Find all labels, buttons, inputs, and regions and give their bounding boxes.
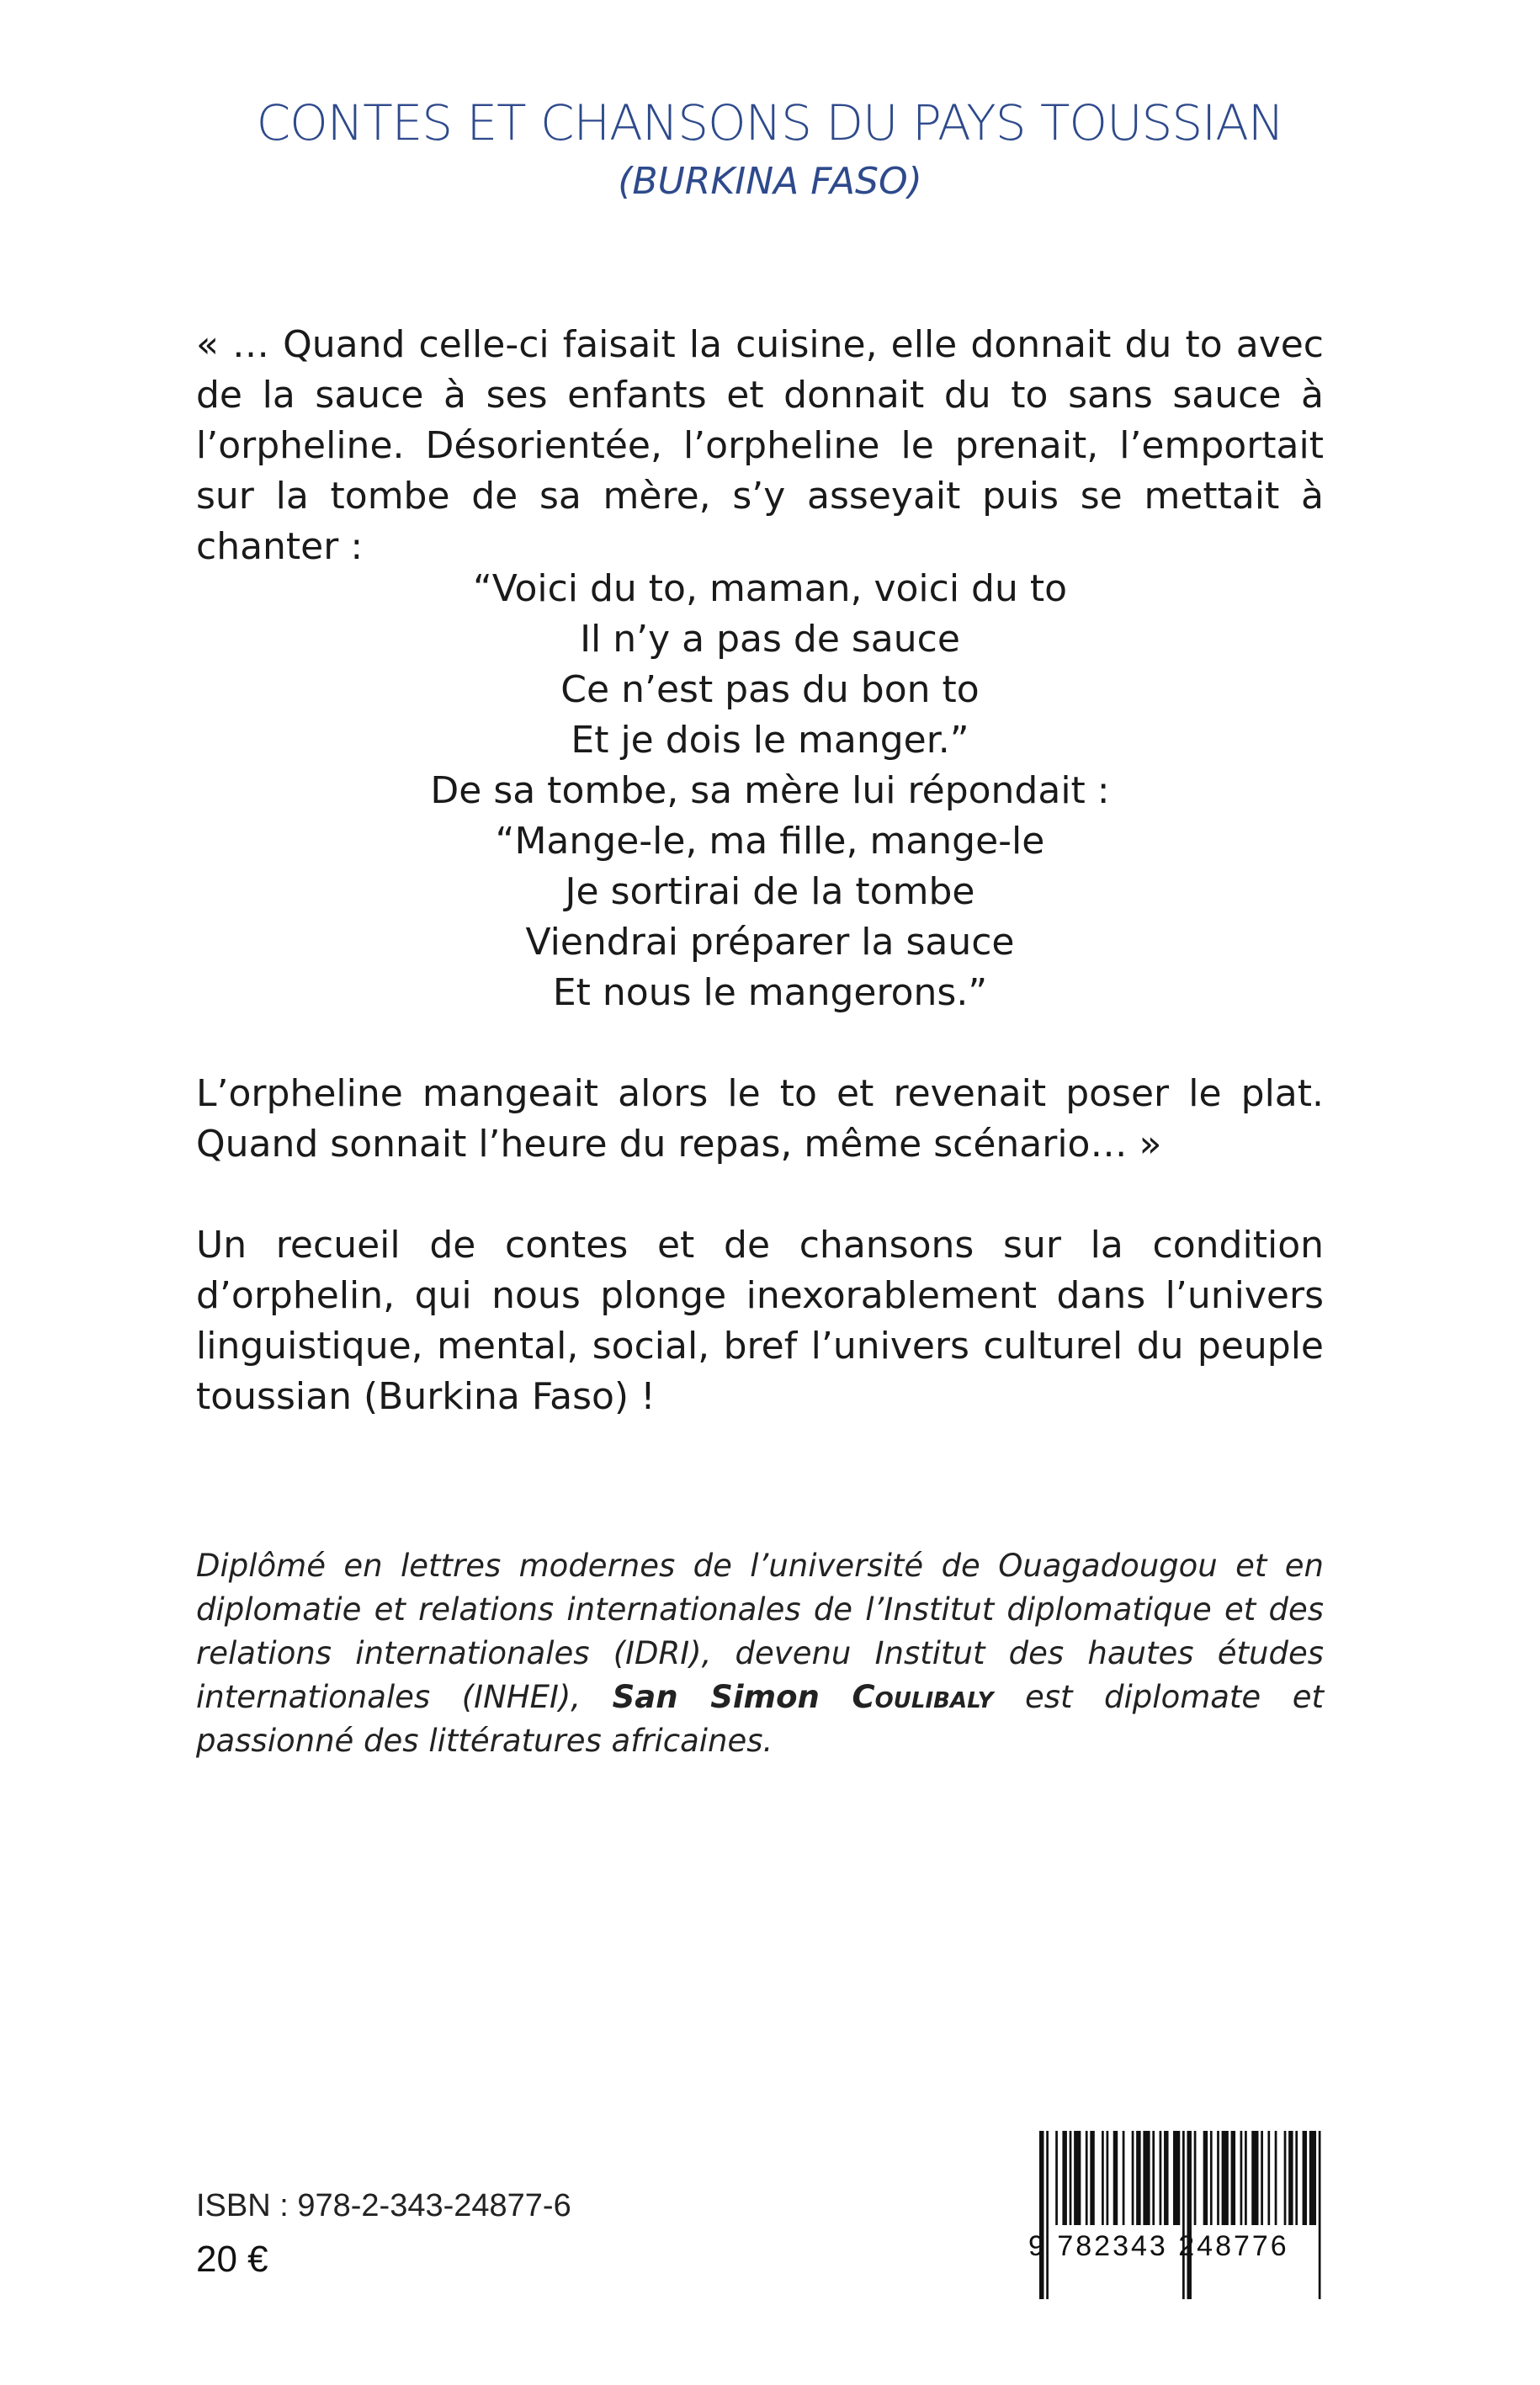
excerpt-intro-line: « … Quand celle-ci faisait la cuisine, elle donnait du to — [196, 323, 1223, 366]
isbn-label: ISBN : 978-2-343-24877-6 — [196, 2188, 571, 2223]
barcode-bar — [1173, 2131, 1180, 2225]
barcode-image — [1039, 2131, 1325, 2299]
barcode-bar — [1070, 2131, 1072, 2225]
barcode-bar — [1132, 2131, 1134, 2225]
barcode-bar — [1203, 2131, 1208, 2225]
song-line: Il n’y a pas de sauce — [580, 618, 960, 661]
book-summary — [196, 1220, 1324, 1422]
barcode-bar — [1295, 2131, 1298, 2225]
author-bio — [196, 1544, 1324, 1763]
author-first-name: San Simon — [612, 1679, 852, 1715]
barcode-bar — [1231, 2131, 1235, 2225]
barcode-bar — [1136, 2131, 1140, 2225]
barcode-bar — [1090, 2131, 1094, 2225]
barcode-bar — [1240, 2131, 1243, 2225]
barcode-bar — [1039, 2131, 1043, 2299]
excerpt-intro-line: l’orpheline. Désorientée, l’orpheline le prenait, l’emportait sur — [196, 424, 1324, 518]
summary-line: linguistique, mental, social, bref l’univers culturel du peuple — [196, 1325, 1324, 1368]
summary-line: Un recueil de contes et de chansons sur la condition — [196, 1224, 1324, 1267]
barcode-bar — [1222, 2131, 1229, 2225]
barcode-bar — [1210, 2131, 1213, 2225]
barcode-digits: 9 782343 248776 — [1028, 2230, 1289, 2262]
book-subtitle: (BURKINA FASO) — [618, 160, 922, 203]
barcode-bar — [1074, 2131, 1081, 2225]
song-line: Je sortirai de la tombe — [565, 870, 975, 913]
song-line: De sa tombe, sa mère lui répondait : — [430, 769, 1110, 812]
barcode-bar — [1251, 2131, 1258, 2225]
summary-line: toussian (Burkina Faso) ! — [196, 1375, 656, 1418]
excerpt-intro — [196, 320, 1324, 572]
book-title: CONTES ET CHANSONS DU PAYS TOUSSIAN — [256, 94, 1284, 151]
barcode-bar — [1319, 2131, 1321, 2299]
barcode-bar — [1303, 2131, 1307, 2225]
excerpt-intro-line: la tombe de sa mère, s’y asseyait puis se mettait à chanter : — [196, 475, 1324, 568]
song-verse — [0, 564, 1540, 1018]
excerpt-outro-line: L’orpheline mangeait alors le to et revenait poser le plat. — [196, 1072, 1324, 1115]
song-line: Ce n’est pas du bon to — [560, 668, 980, 711]
barcode-bar — [1187, 2131, 1191, 2299]
barcode-bar — [1143, 2131, 1150, 2225]
barcode-bar — [1182, 2131, 1185, 2299]
author-last-name: Coulibaly — [852, 1679, 994, 1715]
barcode-bar — [1288, 2131, 1293, 2225]
barcode-bar — [1275, 2131, 1277, 2225]
barcode-bar — [1267, 2131, 1270, 2225]
barcode-bar — [1107, 2131, 1109, 2225]
barcode-bar — [1309, 2131, 1316, 2225]
barcode-bar — [1194, 2131, 1197, 2225]
barcode-bar — [1055, 2131, 1058, 2225]
bio-text-end: est diplomate et passionné des littératures africaines. — [196, 1679, 1324, 1759]
excerpt-outro-line: Quand sonnait l’heure du repas, même scénario… » — [196, 1123, 1162, 1166]
song-line: Et nous le mangerons.” — [552, 971, 988, 1014]
barcode-bar — [1284, 2131, 1287, 2225]
excerpt-outro — [196, 1069, 1324, 1170]
barcode-bar — [1261, 2131, 1263, 2225]
barcode-bar — [1102, 2131, 1104, 2225]
song-line: “Mange-le, ma fille, mange-le — [495, 820, 1045, 863]
barcode-bar — [1164, 2131, 1168, 2225]
price-label: 20 € — [196, 2239, 268, 2280]
barcode-bar — [1086, 2131, 1088, 2225]
barcode-bar — [1046, 2131, 1049, 2299]
barcode-bar — [1245, 2131, 1247, 2225]
song-line: Et je dois le manger.” — [571, 719, 969, 762]
barcode-bar — [1217, 2131, 1219, 2225]
barcode-bar — [1152, 2131, 1155, 2225]
excerpt-intro-line: avec de la sauce à ses enfants et donnait du to sans sauce à — [196, 323, 1324, 417]
barcode-bar — [1062, 2131, 1066, 2225]
barcode-bar — [1123, 2131, 1125, 2225]
song-line: “Voici du to, maman, voici du to — [472, 567, 1068, 610]
barcode-bar — [1113, 2131, 1118, 2225]
bio-text: Diplômé en lettres modernes de l’université de Ouagadougou et en diplomatie et relations internationales de l’Institut diplomatique et des relations internationales (IDRI), devenu Institut des hautes études internationales (INHEI), — [196, 1548, 1324, 1715]
barcode-bar — [1160, 2131, 1162, 2225]
summary-line: d’orphelin, qui nous plonge inexorablement dans l’univers — [196, 1274, 1324, 1317]
song-line: Viendrai préparer la sauce — [525, 921, 1015, 964]
